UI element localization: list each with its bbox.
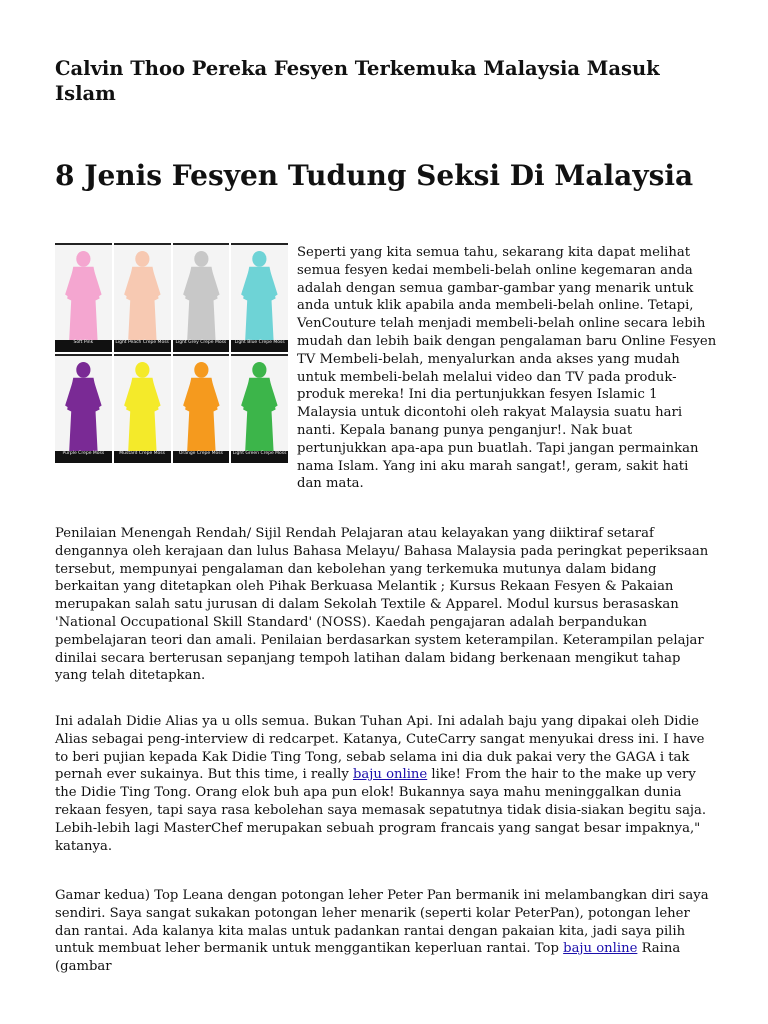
- dress-silhouette: [231, 356, 288, 463]
- paragraph-2: [55, 713, 715, 855]
- color-label: Purple Crepe Moss: [55, 451, 112, 463]
- color-label: Orange Crepe Moss: [173, 451, 230, 463]
- paragraph-3-text-before: Gamar kedua) Top Leana dengan potongan leher Peter Pan bermanik ini melambangkan diri saya sendiri. Saya sangat sukakan potongan leher menarik (seperti kolar PeterPan), potongan leher dan rantai. Ada kalanya kita malas untuk padankan rantai dengan pakaian kita, jadi saya pilih untuk membuat leher bermanik untuk menggantikan keperluan rantai. Top: [55, 888, 709, 957]
- dress-photo: [114, 354, 171, 463]
- dress-silhouette: [55, 356, 112, 463]
- dress-silhouette: [173, 356, 230, 463]
- dress-silhouette: [114, 245, 171, 352]
- color-label: Soft Pink: [55, 340, 112, 352]
- dress-photo: [55, 243, 112, 352]
- section-heading: 8 Jenis Fesyen Tudung Seksi Di Malaysia: [55, 159, 694, 192]
- color-label: Mustard Crepe Moss: [114, 451, 171, 463]
- paragraph-3: [55, 887, 715, 976]
- paragraph-2-text-after: like! From the hair to the make up very the Didie Ting Tong. Orang elok buh apa pun elok! Bukannya saya mahu meninggalkan dunia rekaan fesyen, tapi saya rasa kebolehan saya memasak sepatutnya tidak disia-siakan begitu saja. Lebih-lebih lagi MasterChef merupakan sebuah program francais yang sangat besar impaknya," katanya.: [55, 767, 707, 854]
- fashion-image-grid: [55, 243, 288, 463]
- dress-photo: [231, 243, 288, 352]
- baju-online-link-2[interactable]: baju online: [563, 941, 638, 957]
- dress-photo: [173, 243, 230, 352]
- dress-photo: [173, 354, 230, 463]
- article-title: Calvin Thoo Pereka Fesyen Terkemuka Malaysia Masuk Islam: [55, 57, 660, 105]
- paragraph-2-text-before: Ini adalah Didie Alias ya u olls semua. Bukan Tuhan Api. Ini adalah baju yang dipakai oleh Didie Alias sebagai peng-interview di redcarpet. Katanya, CuteCarry sangat menyukai dress ini. I have to beri pujian kepada Kak Didie Ting Tong, sebab selama ini dia duk pakai very the GAGA i tak pernah ever sukainya. But this time, i really: [55, 714, 705, 783]
- dress-photo: [55, 354, 112, 463]
- baju-online-link[interactable]: baju online: [352, 767, 428, 783]
- intro-paragraph: Seperti yang kita semua tahu, sekarang kita dapat melihat semua fesyen kedai membeli-belah online kegemaran anda adalah dengan semua gambar-gambar yang menarik untuk anda untuk klik apabila anda membeli-belah online. Tetapi, VenCouture telah menjadi membeli-belah online secara lebih mudah dan lebih baik dengan pengalaman baru Online Fesyen TV Membeli-belah, menyalurkan anda akses yang mudah untuk membeli-belah melalui video dan TV pada produk-produk mereka! Ini dia pertunjukkan fesyen Islamic 1 Malaysia untuk dicontohi oleh rakyat Malaysia suatu hari nanti. Kepala banang punya penganjur!. Nak buat pertunjukkan apa-apa pun buatlah. Tapi jangan permainkan nama Islam. Yang ini aku marah sangat!, geram, sakit hati dan mata.: [297, 245, 717, 492]
- color-label: Light Grey Crepe Moss: [173, 340, 230, 352]
- dress-silhouette: [173, 245, 230, 352]
- dress-silhouette: [231, 245, 288, 352]
- paragraph-1: Penilaian Menengah Rendah/ Sijil Rendah Pelajaran atau kelayakan yang diiktiraf setaraf dengannya oleh kerajaan dan lulus Bahasa Melayu/ Bahasa Malaysia pada peringkat peperiksaan tersebut, mempunyai pengalaman dan kebolehan yang terkemuka mutunya dalam bidang berkaitan yang ditetapkan oleh Pihak Berkuasa Melantik ; Kursus Rekaan Fesyen & Pakaian merupakan salah satu jurusan di dalam Sekolah Textile & Apparel. Modul kursus berasaskan 'National Occupational Skill Standard' (NOSS). Kaedah pengajaran adalah berpandukan pembelajaran teori dan amali. Penilaian berdasarkan system keterampilan. Keterampilan pelajar dinilai secara berterusan sepanjang tempoh latihan dalam bidang berkenaan mengikut tahap yang telah ditetapkan.: [55, 526, 709, 684]
- color-label: Light Peach Crepe Moss: [114, 340, 171, 352]
- color-label: Light Blue Crepe Moss: [231, 340, 288, 352]
- dress-photo: [231, 354, 288, 463]
- dress-photo: [114, 243, 171, 352]
- dress-silhouette: [55, 245, 112, 352]
- dress-silhouette: [114, 356, 171, 463]
- paragraph-3-text-after: Raina (gambar: [55, 941, 681, 975]
- color-label: Light Green Crepe Moss: [231, 451, 288, 463]
